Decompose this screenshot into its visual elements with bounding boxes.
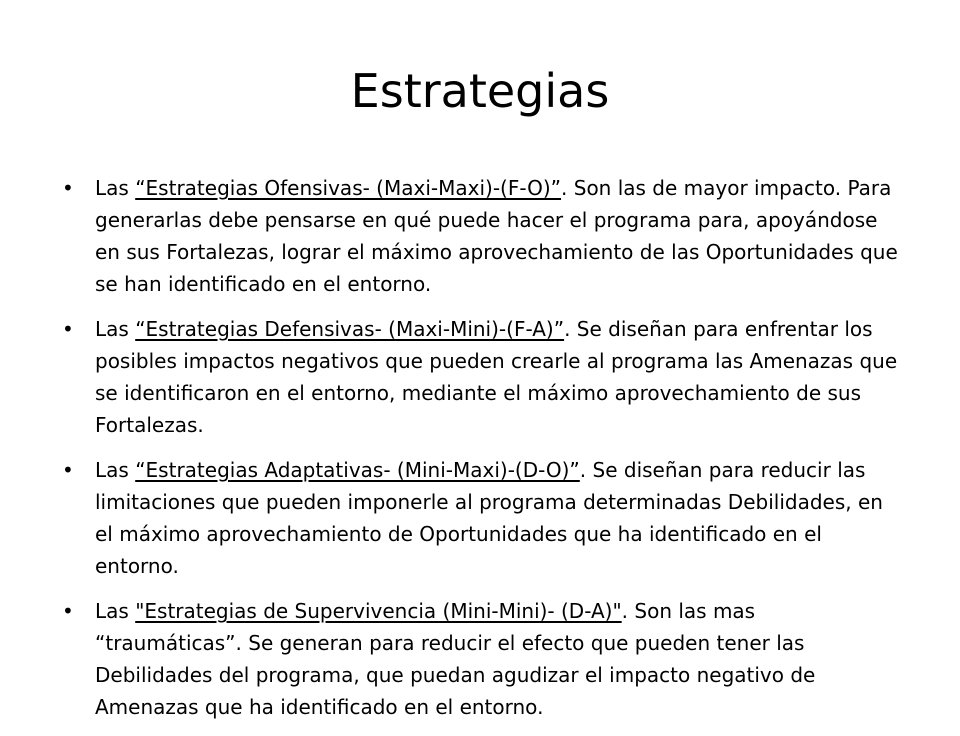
bullet-item-ofensivas bbox=[0, 172, 960, 300]
strategy-name-defensivas: “Estrategias Defensivas- (Maxi-Mini)-(F-A)” bbox=[135, 317, 565, 341]
bullet-item-adaptativas bbox=[0, 454, 960, 582]
bullet-text: . Se diseñan para enfrentar los posibles impactos negativos que pueden crearle al programa las Amenazas que se identificaron en el entorno, mediante el máximo aprovechamiento de sus Fortalezas. bbox=[95, 317, 898, 437]
bullet-text: . Son las de mayor impacto. Para generarlas debe pensarse en qué puede hacer el programa para, apoyándose en sus Fortalezas, lograr el máximo aprovechamiento de las Oportunidades que se han identificado en el entorno. bbox=[95, 176, 898, 296]
bullet-dot: • bbox=[62, 317, 74, 341]
bullet-item-defensivas bbox=[0, 313, 960, 441]
bullet-dot: • bbox=[62, 176, 74, 200]
bullet-text: . Se diseñan para reducir las limitaciones que pueden imponerle al programa determinadas Debilidades, en el máximo aprovechamiento de Oportunidades que ha identificado en el entorno. bbox=[95, 458, 883, 578]
strategy-name-ofensivas: “Estrategias Ofensivas- (Maxi-Maxi)-(F-O)” bbox=[135, 176, 562, 200]
bullet-prefix: Las bbox=[95, 599, 136, 623]
bullet-item-supervivencia bbox=[0, 595, 960, 723]
bullet-dot: • bbox=[62, 458, 74, 482]
bullet-prefix: Las bbox=[95, 458, 136, 482]
bullet-dot: • bbox=[62, 599, 74, 623]
bullet-list bbox=[0, 172, 960, 736]
strategy-name-adaptativas: “Estrategias Adaptativas- (Mini-Maxi)-(D-O)” bbox=[135, 458, 580, 482]
bullet-prefix: Las bbox=[95, 176, 136, 200]
strategy-name-supervivencia: "Estrategias de Supervivencia (Mini-Mini)- (D-A)" bbox=[135, 599, 622, 623]
bullet-text: . Son las mas “traumáticas”. Se generan para reducir el efecto que pueden tener las Debilidades del programa, que puedan agudizar el impacto negativo de Amenazas que ha identificado en el entorno. bbox=[95, 599, 816, 719]
bullet-prefix: Las bbox=[95, 317, 136, 341]
slide-title: Estrategias bbox=[350, 64, 610, 118]
